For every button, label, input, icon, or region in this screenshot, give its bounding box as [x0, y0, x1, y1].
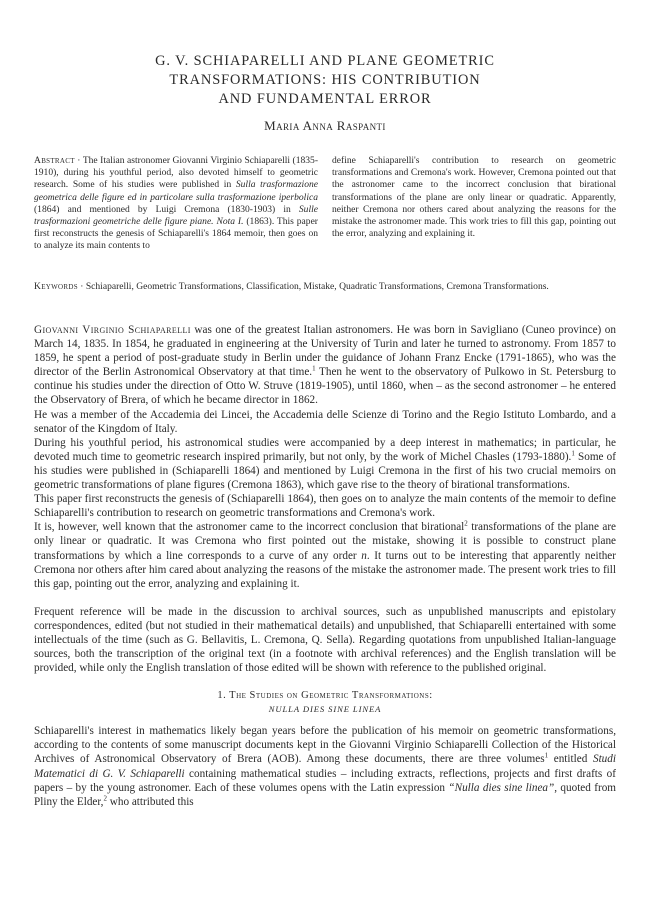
section-text-d: , quoted from Pliny the Elder, [34, 781, 616, 808]
footnote-ref: 2 [103, 793, 107, 802]
author-name: Maria Anna Raspanti [264, 118, 386, 133]
math-variable: n [361, 549, 367, 562]
abstract-left-column [34, 155, 318, 253]
abstract-title-ref-1: Sulla trasformazione geometrica delle figure ed in particolare sulla trasformazione iperbolica [34, 179, 318, 203]
keywords [34, 281, 616, 293]
footnote-ref: 1 [312, 364, 316, 373]
paragraph-5 [34, 520, 616, 590]
keywords-separator: · [77, 281, 86, 292]
section-title-ref: Studi Matematici di G. V. Schiaparelli [34, 753, 616, 780]
paragraph-3-text-a: During his youthful period, his astronomical studies were accompanied by a deep interest in mathematics; in particular, he devoted much time to geometric research inspired primarily, but not only, by the work of Michel Chasles (1793-1880). [34, 436, 616, 463]
keywords-heading: Keywords [34, 281, 78, 292]
paragraph-6: Frequent reference will be made in the discussion to archival sources, such as unpublished manuscripts and epistolary correspondences, edited (but not studied in their mathematical details) and unpublished, that Schiaparelli entertained with some intellectuals of the time (such as G. Bellavitis, L. Cremona, Q. Sella). Regarding quotations from unpublished Italian-language sources, both the transcription of the original text (in a footnote with archival references) and the English translation will be provided, while only the English translation of those edited will be shown with reference to the published original. [34, 605, 616, 675]
paragraph-5-text-c: . It turns out to be interesting that apparently neither Cremona nor others after him cared about analyzing the reasons of the mistake the astronomer made. The present work tries to fill this gap, pointing out the error, analyzing and explaining it. [34, 549, 616, 590]
section-text-e: who attributed this [106, 795, 194, 808]
title-line-2: TRANSFORMATIONS: HIS CONTRIBUTION [169, 72, 481, 88]
footnote-ref: 1 [571, 449, 575, 458]
abstract-text-b: (1864) and mentioned by Luigi Cremona (1830-1903) in [34, 203, 299, 215]
section-text-c: containing mathematical studies – including extracts, reflections, projects and first drafts of papers – by the young astronomer. Each of these volumes opens with the Latin expression [34, 767, 616, 794]
latin-quote: “Nulla dies sine linea” [448, 781, 555, 794]
section-heading: 1. The Studies on Geometric Transformations: [217, 690, 433, 702]
keywords-list: Schiaparelli, Geometric Transformations, Classification, Mistake, Quadratic Transformations, Cremona Transformations. [85, 281, 549, 292]
paragraph-1 [34, 323, 616, 408]
abstract-text-a: The Italian astronomer Giovanni Virginio Schiaparelli (1835-1910), during his youthful period, also devoted himself to geometric research. Some of his studies were published in [34, 155, 319, 191]
paragraph-5-text-b: transformations of the plane are only linear or quadratic. It was Cremona who first pointed out the mistake, showing it is possible to construct plane transformations by which a line corresponds to a curve of any order [34, 521, 617, 562]
section-text-b: entitled [548, 753, 593, 766]
paragraph-2: He was a member of the Accademia dei Lincei, the Accademia delle Scienze di Torino and the Regio Istituto Lombardo, and a senator of the Kingdom of Italy. [34, 408, 616, 435]
abstract [34, 155, 616, 253]
section-paragraph-1 [34, 724, 616, 809]
section-subheading: NULLA DIES SINE LINEA [268, 704, 382, 715]
title-line-1: G. V. SCHIAPARELLI AND PLANE GEOMETRIC [155, 53, 495, 69]
abstract-right-column [332, 155, 616, 253]
footnote-ref: 2 [464, 519, 468, 528]
abstract-heading: Abstract [34, 155, 75, 166]
paragraph-3-text-b: Some of his studies were published in (Schiaparelli 1864) and mentioned by Luigi Cremona in the first of his two crucial memoirs on geometric transformations of plane figures (Cremona 1863), which gave rise to the theory of birational transformations. [34, 450, 616, 492]
abstract-text-right: define Schiaparelli's contribution to research on geometric transformations and Cremona's work. However, Cremona pointed out that the astronomer came to the incorrect conclusion that birational transformations of the plane are only linear or quadratic. Apparently, neither Cremona nor others cared about analyzing the reasons for the mistake the astronomer made. This work tries to fill this gap, pointing out the error, analyzing and explaining it. [332, 155, 616, 240]
paragraph-4: This paper first reconstructs the genesis of (Schiaparelli 1864), then goes on to analyze the main contents of the memoir to define Schiaparelli's contribution to research on geometric transformations and Cremona's work. [34, 493, 616, 520]
paragraph-3 [34, 436, 616, 492]
footnote-ref: 1 [544, 751, 549, 760]
title-line-3: AND FUNDAMENTAL ERROR [218, 91, 432, 107]
paragraph-1-text-a: was one of the greatest Italian astronomers. He was born in Savigliano (Cuneo province) on March 14, 1835. In 1854, he graduated in engineering at the University of Turin and later he turned to astronomy. From 1857 to 1859, he spent a period of post-graduate study in Berlin under the guidance of Johann Franz Encke (1791-1865), who was the director of the Berlin Astronomical Observatory at that time. [34, 324, 616, 379]
paragraph-5-text-a: It is, however, well known that the astronomer came to the incorrect conclusion that birational [34, 521, 465, 534]
lead-name: Giovanni Virginio Schiaparelli [34, 324, 191, 336]
abstract-text-c: (1863). This paper first reconstructs the genesis of Schiaparelli's 1864 memoir, then goes on to analyze its main contents to [34, 216, 318, 252]
main-text [34, 323, 616, 809]
abstract-title-ref-2: Sulle trasformazioni geometriche delle figure piane. Nota I. [34, 203, 318, 228]
paper-title [60, 52, 590, 109]
section-text-a: Schiaparelli's interest in mathematics likely began years before the publication of his memoir on geometric transformations, according to the contents of some manuscript documents kept in the Giovanni Virginio Schiaparelli Collection of the Historical Archives of Astronomical Observatory of Brera (AOB). Among these documents, there are three volumes [34, 725, 616, 766]
abstract-separator: · [74, 155, 83, 166]
paragraph-1-text-b: Then he went to the observatory of Pulkowo in St. Petersburg to continue his studies under the direction of Otto W. Struve (1819-1905), until 1860, when – as the second astronomer – he entered the Observatory of Brera, of which he became director in 1862. [34, 366, 616, 407]
